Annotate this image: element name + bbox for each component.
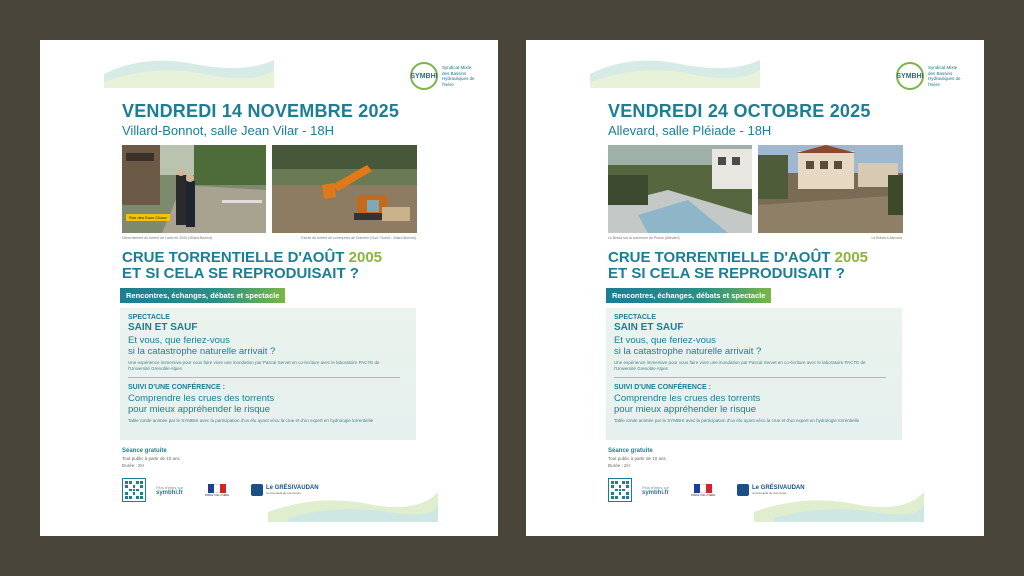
show-description: Une expérience immersive pour vous faire vivre une inondation par Pascal Servet en co-écriture avec le laboratoire PACTE de l'Université Grenoble Alpes (128, 360, 380, 371)
panel-divider (614, 377, 886, 378)
website-link[interactable]: Plus d'infos sur symbhi.fr (156, 484, 184, 496)
photo-caption-right: Extrait du torrent de communes de Domène (Sud / Ouest - Villard-Bonnot) (301, 236, 416, 240)
show-question-2: si la catastrophe naturelle arrivait ? (614, 346, 762, 357)
event-venue: Allevard, salle Pléiade - 18H (608, 123, 772, 138)
prefecture-logo: PRÉFET DE L'ISÈRE (199, 479, 235, 501)
gresivaudan-logo: Le GRÉSIVAUDAN communauté de communes (737, 484, 805, 496)
symbhi-logo: SYMBHI Syndicat Mixte des Bassins Hydrauliques de l'Isère (896, 62, 964, 90)
conference-line-2: pour mieux appréhender le risque (128, 404, 271, 415)
wave-decoration (104, 54, 274, 88)
show-question-1: Et vous, que feriez-vous (614, 335, 716, 346)
conference-line-2: pour mieux appréhender le risque (614, 404, 757, 415)
conference-line-1: Comprendre les crues des torrents (128, 393, 275, 404)
duration-note: Durée : 2H (608, 463, 630, 468)
wave-decoration (754, 488, 924, 522)
show-kicker: SPECTACLE (614, 314, 656, 321)
prefecture-logo: PRÉFET DE L'ISÈRE (685, 479, 721, 501)
event-date: VENDREDI 14 NOVEMBRE 2025 (122, 101, 400, 121)
qr-code-icon[interactable] (122, 478, 146, 502)
audience-note: Tout public à partir de 10 ans (608, 456, 666, 461)
show-kicker: SPECTACLE (128, 314, 170, 321)
conference-kicker: SUIVI D'UNE CONFÉRENCE : (614, 384, 711, 391)
free-session: Séance gratuite (608, 448, 653, 454)
qr-code-icon[interactable] (608, 478, 632, 502)
event-tagline: Rencontres, échanges, débats et spectacle (120, 288, 285, 303)
headline: CRUE TORRENTIELLE D'AOÛT 2005 (608, 249, 869, 266)
subheadline: ET SI CELA SE REPRODUISAIT ? (122, 265, 359, 282)
headline: CRUE TORRENTIELLE D'AOÛT 2005 (122, 249, 383, 266)
conference-kicker: SUIVI D'UNE CONFÉRENCE : (128, 384, 225, 391)
photo-caption-right: Le Bréda à Allevard (871, 236, 902, 240)
conference-description: Table ronde animée par le SYMBHI avec la participation d'un élu ayant vécu la crue et d'un expert en hydrologie torrentielle (128, 418, 374, 423)
show-title: SAIN ET SAUF (128, 322, 198, 333)
symbhi-logo: SYMBHI Syndicat Mixte des Bassins Hydrauliques de l'Isère (410, 62, 478, 90)
event-tagline: Rencontres, échanges, débats et spectacle (606, 288, 771, 303)
conference-description: Table ronde animée par le SYMBHI avec la participation d'un élu ayant vécu la crue et d'un expert en hydrologie torrentielle (614, 418, 860, 423)
program-panel (120, 308, 416, 440)
event-poster-right (526, 40, 984, 536)
website-link[interactable]: Plus d'infos sur symbhi.fr (642, 484, 670, 496)
free-session: Séance gratuite (122, 448, 167, 454)
flood-photo (122, 145, 266, 233)
event-venue: Villard-Bonnot, salle Jean Vilar - 18H (122, 123, 334, 138)
damaged-house-photo (758, 145, 903, 233)
river-photo (608, 145, 752, 233)
show-question-2: si la catastrophe naturelle arrivait ? (128, 346, 276, 357)
event-date: VENDREDI 24 OCTOBRE 2025 (608, 101, 871, 121)
audience-note: Tout public à partir de 10 ans (122, 456, 180, 461)
conference-line-1: Comprendre les crues des torrents (614, 393, 761, 404)
wave-decoration (590, 54, 760, 88)
program-panel (606, 308, 902, 440)
wave-decoration (268, 488, 438, 522)
show-title: SAIN ET SAUF (614, 322, 684, 333)
gresivaudan-logo: Le GRÉSIVAUDAN communauté de communes (251, 484, 319, 496)
excavator-photo (272, 145, 417, 233)
duration-note: Durée : 2H (122, 463, 144, 468)
event-poster-left (40, 40, 498, 536)
panel-divider (128, 377, 400, 378)
photo-label: Rue des Eaux Chaux (126, 214, 170, 221)
show-description: Une expérience immersive pour vous faire vivre une inondation par Pascal Servet en co-écriture avec le laboratoire PACTE de l'Université Grenoble Alpes (614, 360, 866, 371)
subheadline: ET SI CELA SE REPRODUISAIT ? (608, 265, 845, 282)
photo-caption-left: Débordement du torrent de Laval en 2005 (Villard-Bonnot) (122, 236, 213, 240)
photo-caption-left: Le Bréda sur la commune de Pinsot (Allevard) (608, 236, 680, 240)
show-question-1: Et vous, que feriez-vous (128, 335, 230, 346)
